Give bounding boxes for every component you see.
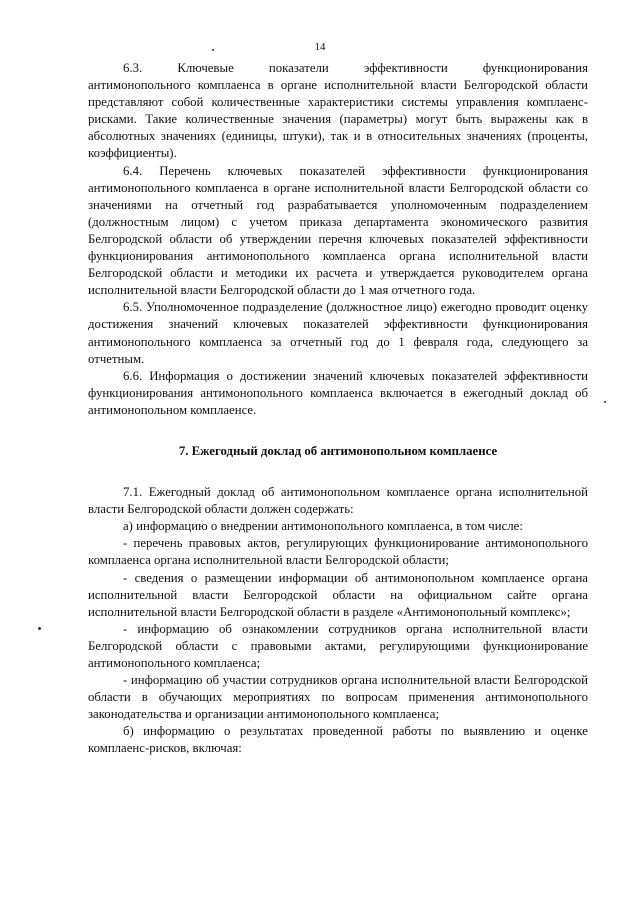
scan-dot: [604, 401, 606, 403]
paragraph-6-3: 6.3. Ключевые показатели эффективности функционирования антимонопольного комплаенса в органе исполнительной власти Белгородской области представляют собой количественные характеристики системы управления комплаенс-рисками. Такие количественные значения (параметры) могут быть выражены как в абсолютных значениях (единицы, штуки), так и в относительных значениях (проценты, коэффициенты).: [88, 61, 588, 161]
paragraph-item-a: а) информацию о внедрении антимонопольного комплаенса, в том числе:: [123, 519, 523, 534]
paragraph-site-info: - сведения о размещении информации об антимонопольном комплаенсе органа исполнительной власти Белгородской области на официальном сайте органа исполнительной власти Белгородской области в разделе «Антимонопольный комплекс»;: [88, 570, 588, 619]
section-7-heading: 7. Ежегодный доклад об антимонопольном комплаенсе: [178, 443, 498, 458]
paragraph-6-4: 6.4. Перечень ключевых показателей эффективности функционирования антимонопольного комплаенса в органе исполнительной власти Белгородской области со значениями на отчетный год разрабатывается уполномоченным подразделением (должностным лицом) с учетом приказа департамента экономического развития Белгородской области об утверждении перечня ключевых показателей эффективности функционирования антимонопольного комплаенса органа исполнительной власти Белгородской области и методики их расчета и утверждается руководителем органа исполнительной власти Белгородской области до 1 мая отчетного года.: [88, 163, 588, 298]
paragraph-6-6: 6.6. Информация о достижении значений ключевых показателей эффективности функционирования антимонопольного комплаенса включается в ежегодный доклад об антимонопольном комплаенсе.: [88, 368, 588, 417]
document-body: [88, 60, 588, 758]
paragraph-staff-familiarization: - информацию об ознакомлении сотрудников органа исполнительной власти Белгородской области с правовыми актами, регулирующими функционирование антимонопольного комплаенса;: [88, 621, 588, 670]
paragraph-6-5: 6.5. Уполномоченное подразделение (должностное лицо) ежегодно проводит оценку достижения значений ключевых показателей эффективности функционирования антимонопольного комплаенса за отчетный год до 1 февраля года, следующего за отчетным.: [88, 300, 588, 366]
page-number: 14: [314, 41, 326, 53]
paragraph-staff-training: - информацию об участии сотрудников органа исполнительной власти Белгородской области в обучающих мероприятиях по вопросам применения антимонопольного законодательства и организации антимонопольного комплаенса;: [88, 673, 588, 722]
scan-dot: [212, 49, 214, 51]
paragraph-item-b: б) информацию о результатах проведенной работы по выявлению и оценке комплаенс-рисков, включая:: [88, 724, 588, 756]
paragraph-legal-acts: - перечень правовых актов, регулирующих функционирование антимонопольного комплаенса органа исполнительной власти Белгородской области;: [88, 536, 588, 568]
paragraph-7-1: 7.1. Ежегодный доклад об антимонопольном комплаенсе органа исполнительной власти Белгородской области должен содержать:: [88, 485, 588, 517]
scan-dot: [38, 627, 41, 630]
